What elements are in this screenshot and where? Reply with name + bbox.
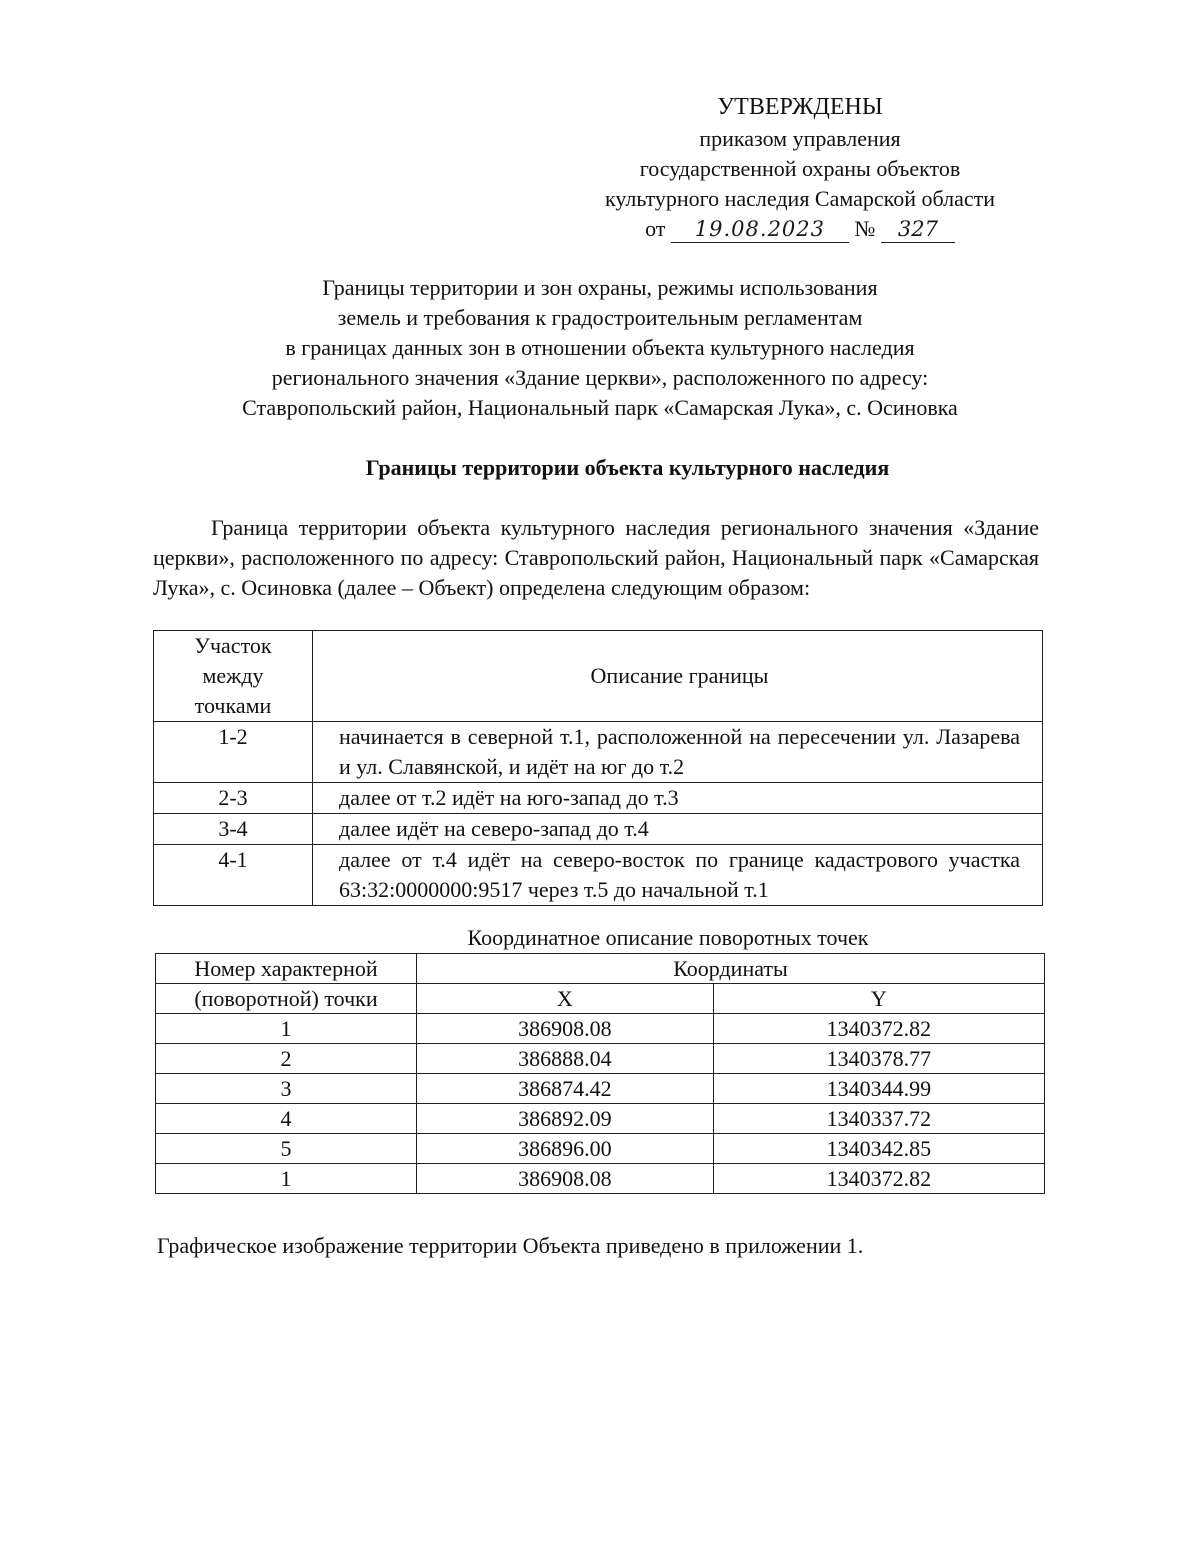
intro-paragraph: Граница территории объекта культурного наследия регионального значения «Здание церкви», расположенного по адресу: Ставропольский район, Национальный парк «Самарская Лука», с. Осиновка (далее – Объект) определена следующим образом: [153, 515, 1039, 600]
segment-cell: 3-4 [154, 814, 313, 845]
title-line-5: Ставропольский район, Национальный парк «Самарская Лука», с. Осиновка [242, 395, 958, 420]
point-cell: 5 [156, 1134, 417, 1164]
header-segment [154, 631, 313, 722]
coords-header-row-2 [156, 984, 1045, 1014]
table-row [154, 845, 1043, 906]
approval-line-3: культурного наследия Самарской области [604, 186, 996, 211]
coords-caption: Координатное описание поворотных точек [467, 925, 869, 950]
point-cell: 1 [156, 1014, 417, 1044]
y-cell: 1340378.77 [713, 1044, 1044, 1074]
approval-heading: УТВЕРЖДЕНЫ [717, 94, 883, 120]
approval-block [560, 90, 1040, 244]
approval-line-1: приказом управления [699, 126, 901, 151]
header-segment-line: между [202, 663, 264, 688]
footer-note: Графическое изображение территории Объекта приведено в приложении 1. [157, 1233, 864, 1258]
segment-cell: 1-2 [154, 722, 313, 783]
header-y: Y [713, 984, 1044, 1014]
handwritten-number: 327 [881, 216, 955, 243]
point-cell: 2 [156, 1044, 417, 1074]
section-title: Границы территории объекта культурного наследия [365, 455, 890, 480]
document-title [100, 273, 1100, 423]
from-label: от [645, 216, 666, 241]
title-line-2: земель и требования к градостроительным регламентам [337, 305, 863, 330]
y-cell: 1340372.82 [713, 1164, 1044, 1194]
description-cell: далее от т.4 идёт на северо-восток по границе кадастрового участка 63:32:0000000:9517 через т.5 до начальной т.1 [313, 845, 1043, 906]
table-row [154, 814, 1043, 845]
x-cell: 386908.08 [417, 1164, 714, 1194]
coords-header-row-1 [156, 954, 1045, 984]
table-row [156, 1074, 1045, 1104]
approval-line-2: государственной охраны объектов [639, 156, 961, 181]
segment-cell: 2-3 [154, 783, 313, 814]
table-row [156, 1134, 1045, 1164]
header-segment-line: Участок [194, 633, 272, 658]
x-cell: 386896.00 [417, 1134, 714, 1164]
table-row [154, 722, 1043, 783]
description-cell: далее идёт на северо-запад до т.4 [313, 814, 1043, 845]
x-cell: 386888.04 [417, 1044, 714, 1074]
x-cell: 386908.08 [417, 1014, 714, 1044]
y-cell: 1340344.99 [713, 1074, 1044, 1104]
boundary-table-header [154, 631, 1043, 722]
title-line-3: в границах данных зон в отношении объекта культурного наследия [285, 335, 915, 360]
handwritten-date: 19.08.2023 [671, 216, 849, 243]
point-cell: 4 [156, 1104, 417, 1134]
description-cell: начинается в северной т.1, расположенной на пересечении ул. Лазарева и ул. Славянской, и идёт на юг до т.2 [313, 722, 1043, 783]
header-coords: Координаты [417, 954, 1045, 984]
point-cell: 1 [156, 1164, 417, 1194]
y-cell: 1340372.82 [713, 1014, 1044, 1044]
table-row [156, 1164, 1045, 1194]
header-segment-line: точками [194, 693, 272, 718]
coords-table [155, 953, 1045, 1194]
point-cell: 3 [156, 1074, 417, 1104]
header-point-line-1: Номер характерной [156, 954, 417, 984]
title-line-1: Границы территории и зон охраны, режимы использования [322, 275, 878, 300]
number-label: № [854, 216, 876, 241]
table-row [156, 1014, 1045, 1044]
segment-cell: 4-1 [154, 845, 313, 906]
table-row [156, 1104, 1045, 1134]
header-x: X [417, 984, 714, 1014]
header-description: Описание границы [313, 631, 1043, 722]
table-row [156, 1044, 1045, 1074]
header-point-line-2: (поворотной) точки [156, 984, 417, 1014]
y-cell: 1340337.72 [713, 1104, 1044, 1134]
x-cell: 386874.42 [417, 1074, 714, 1104]
y-cell: 1340342.85 [713, 1134, 1044, 1164]
approval-date-number-line [560, 214, 1040, 244]
x-cell: 386892.09 [417, 1104, 714, 1134]
boundary-table [153, 630, 1043, 906]
title-line-4: регионального значения «Здание церкви», расположенного по адресу: [271, 365, 929, 390]
description-cell: далее от т.2 идёт на юго-запад до т.3 [313, 783, 1043, 814]
table-row [154, 783, 1043, 814]
